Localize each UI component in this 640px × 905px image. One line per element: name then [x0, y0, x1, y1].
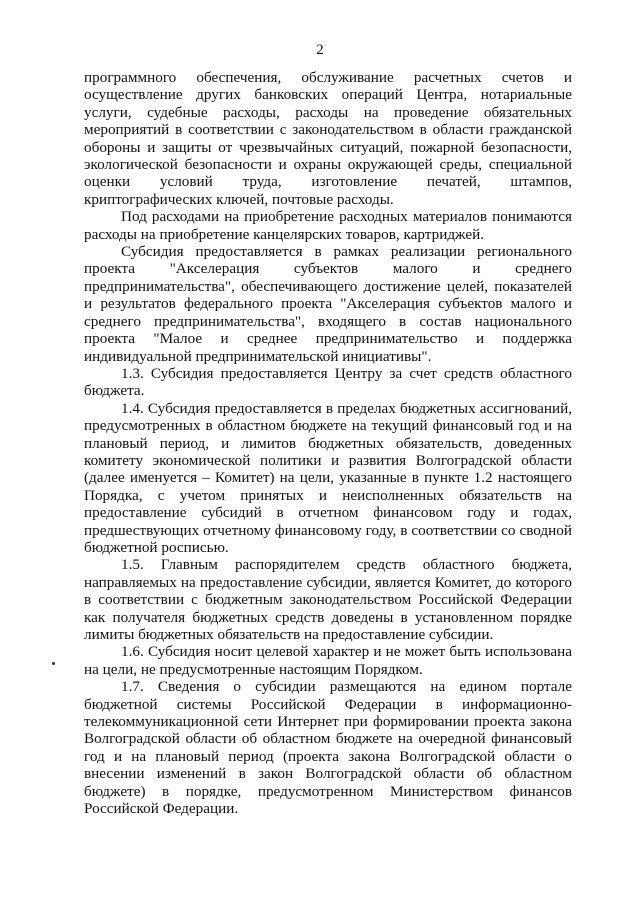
paragraph-continuation: программного обеспечения, обслуживание расчетных счетов и осуществление других банковских операций Центра, нотариальные услуги, судебные расходы, расходы на проведение обязательных мероприятий в соответствии с законодательством в области гражданской обороны и защиты от чрезвычайных ситуаций, пожарной безопасности, экологической безопасности и охраны окружающей среды, специальной оценки условий труда, изготовление печатей, штампов, криптографических ключей, почтовые расходы. [84, 69, 572, 208]
paragraph-1-5: 1.5. Главным распорядителем средств областного бюджета, направляемых на предоставление субсидии, является Комитет, до которого в соответствии с бюджетным законодательством Российской Федерации как получателя бюджетных средств доведены в установленном порядке лимиты бюджетных обязательств на предоставление субсидии. [84, 556, 572, 643]
page-number: 2 [316, 42, 324, 58]
document-body [84, 69, 572, 817]
paragraph-regional-project: Субсидия предоставляется в рамках реализации регионального проекта "Акселерация субъектов малого и среднего предпринимательства", обеспечивающего достижение целей, показателей и результатов федерального проекта "Акселерация субъектов малого и среднего предпринимательства", входящего в состав национального проекта "Малое и среднее предпринимательство и поддержка индивидуальной предпринимательской инициативы". [84, 243, 572, 365]
paragraph-consumables: Под расходами на приобретение расходных материалов понимаются расходы на приобретение канцелярских товаров, картриджей. [84, 208, 572, 243]
paragraph-1-6: 1.6. Субсидия носит целевой характер и не может быть использована на цели, не предусмотренные настоящим Порядком. [84, 643, 572, 678]
paragraph-1-4: 1.4. Субсидия предоставляется в пределах бюджетных ассигнований, предусмотренных в областном бюджете на текущий финансовый год и на плановый период, и лимитов бюджетных обязательств, доведенных комитету экономической политики и развития Волгоградской области (далее именуется – Комитет) на цели, указанные в пункте 1.2 настоящего Порядка, с учетом принятых и неисполненных обязательств на предоставление субсидий в отчетном финансовом году и годах, предшествующих отчетному финансовому году, в соответствии со сводной бюджетной росписью. [84, 399, 572, 556]
paragraph-1-3: 1.3. Субсидия предоставляется Центру за счет средств областного бюджета. [84, 364, 572, 400]
paragraph-1-7: 1.7. Сведения о субсидии размещаются на едином портале бюджетной системы Российской Федерации в информационно-телекоммуникационной сети Интернет при формировании проекта закона Волгоградской области об областном бюджете на очередной финансовый год и на плановый период (проекта закона Волгоградской области о внесении изменений в закон Волгоградской области об областном бюджете) в порядке, предусмотренном Министерством финансов Российской Федерации. [84, 678, 572, 818]
margin-dot [52, 662, 55, 665]
